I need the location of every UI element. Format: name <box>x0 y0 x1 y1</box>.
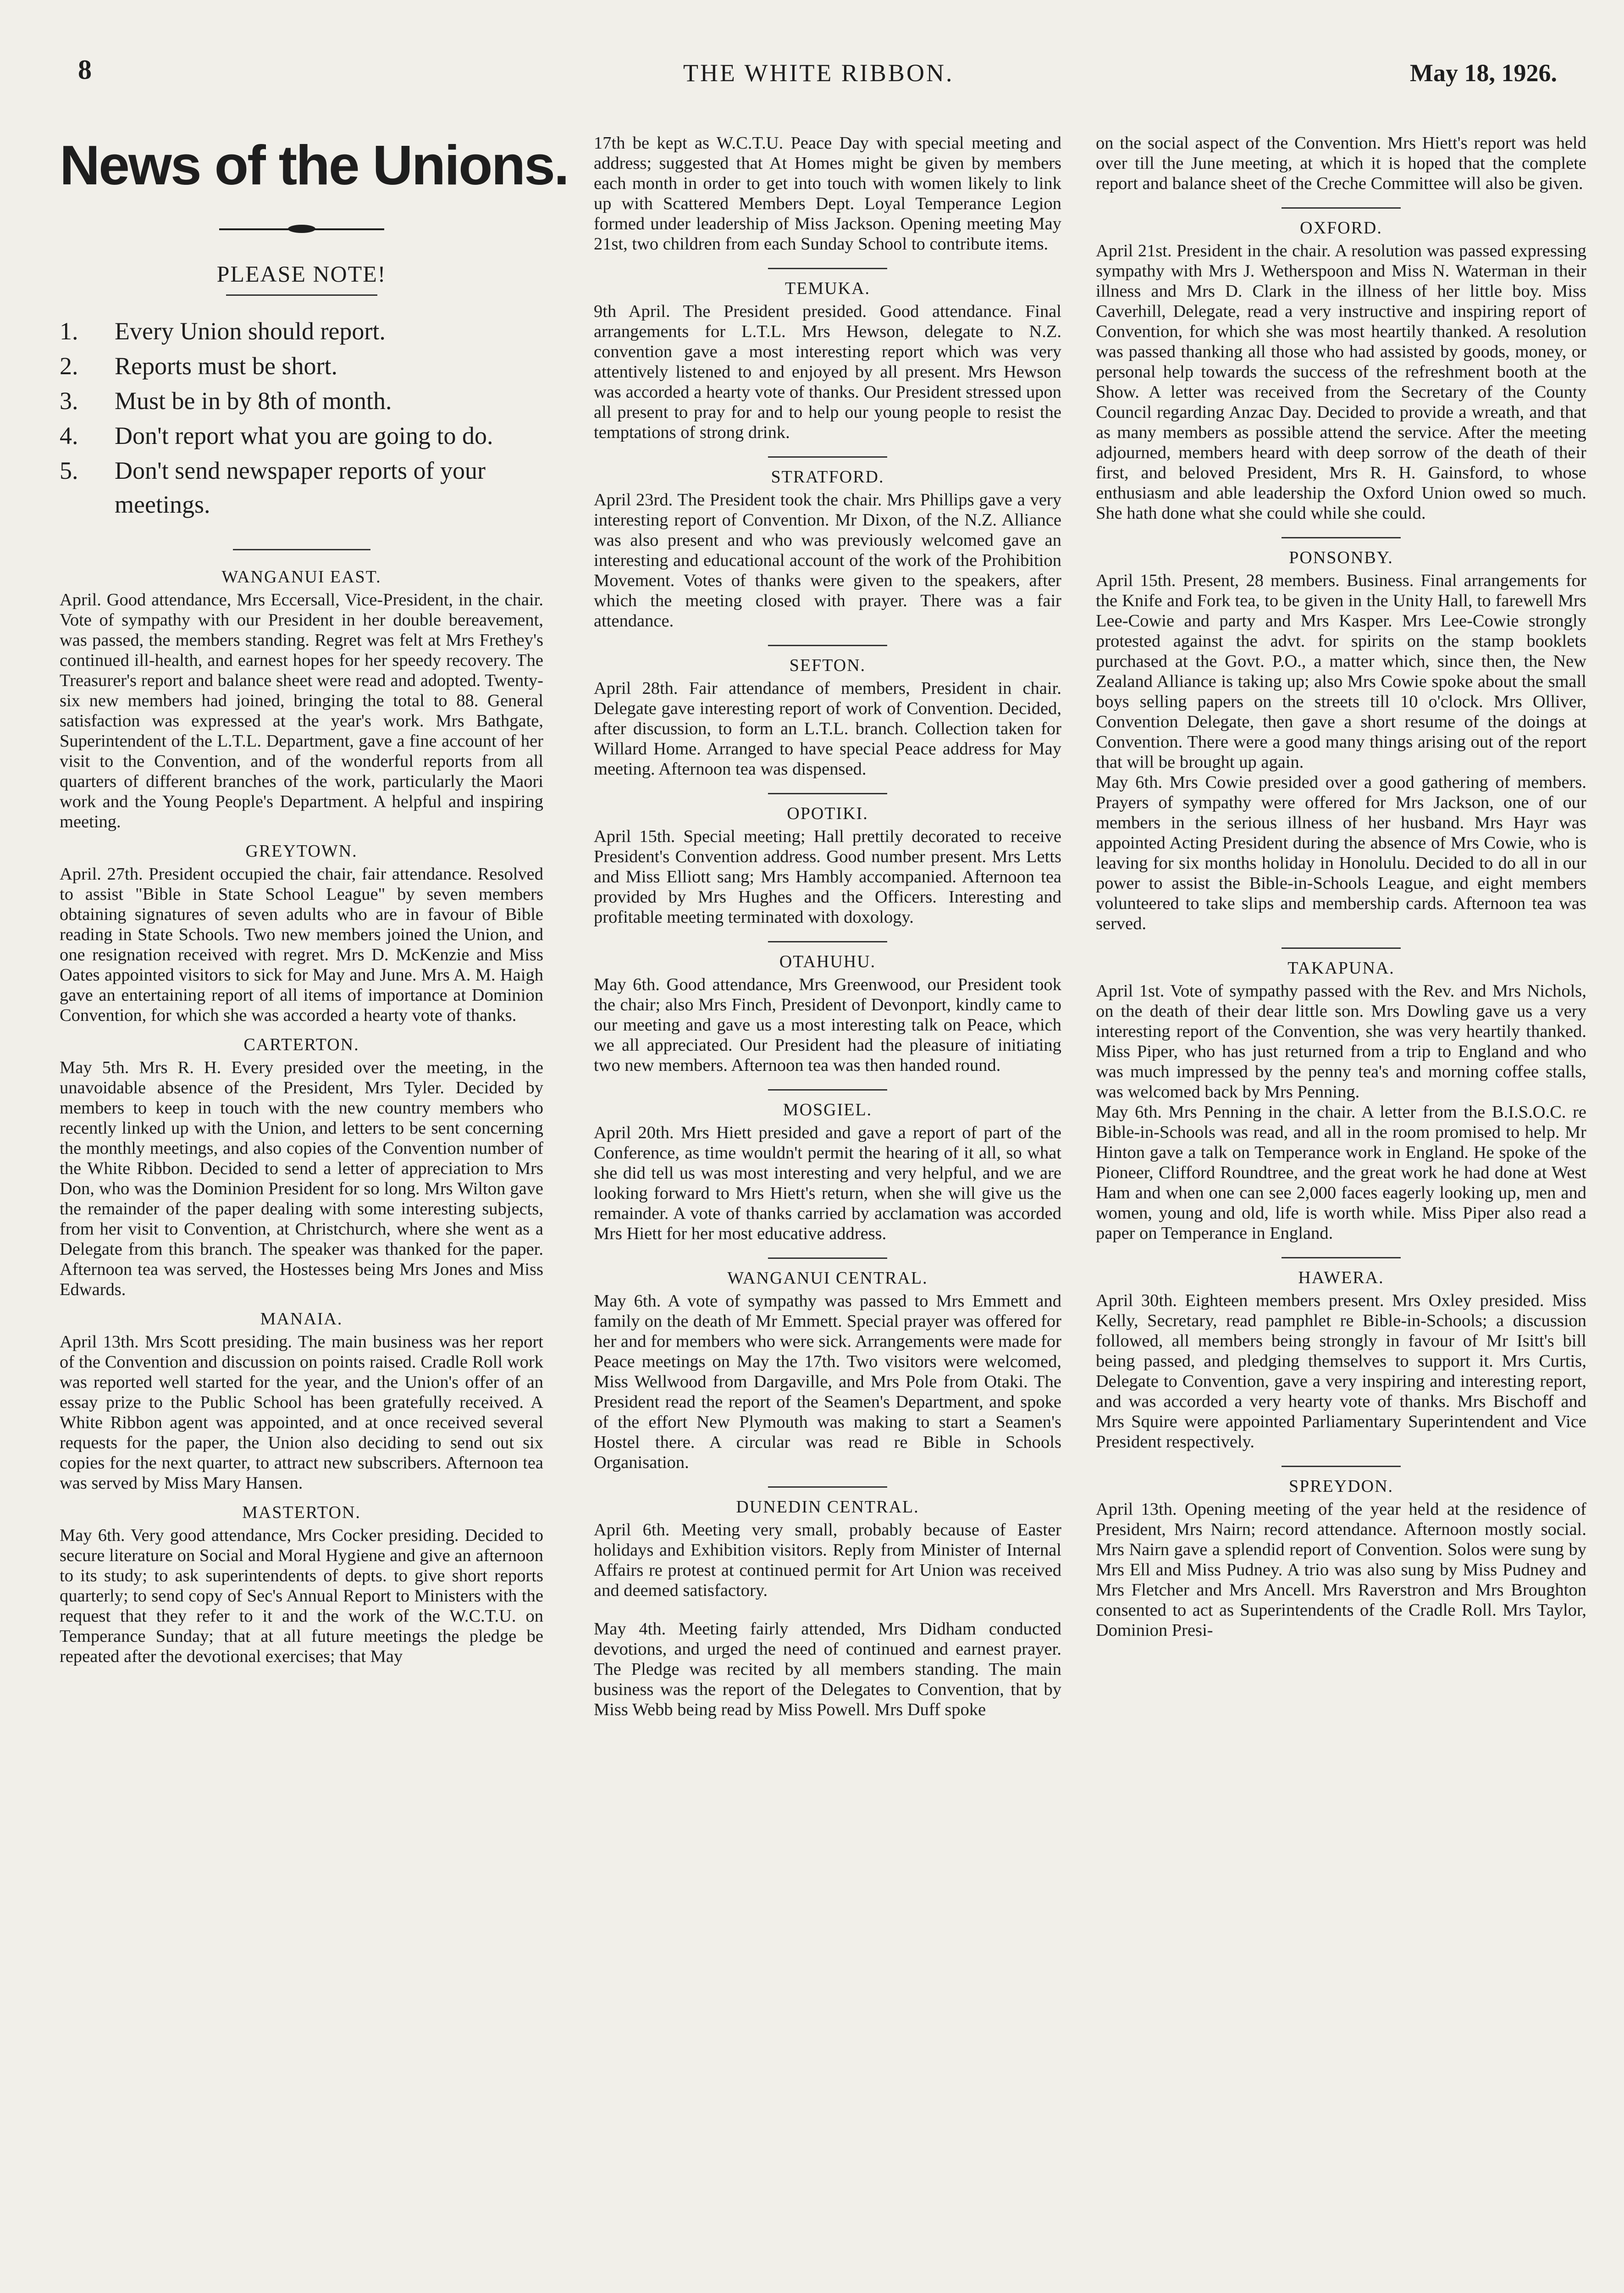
report-heading: MASTERTON. <box>242 1503 361 1522</box>
report-body: April 1st. Vote of sympathy passed with the Rev. and Mrs Nichols, on the death of their dear little son. Mrs Dowling gave us a very interesting report of the Convention, she was very heartily thanked. Miss Piper, who has just returned from a trip to England and who was much impressed by the penny tea's and morning coffee stalls, was welcomed back by Mrs Penning. May 6th. Mrs Penning in the chair. A letter from the B.I.S.O.C. re Bible-in-Schools was read, and all in the room promised to help. Mr Hinton gave a talk on Temperance work in England. He spoke of the Pioneer, Clifford Roundtree, and the great work he had done at West Ham and when one can see 2,000 faces eagerly looking up, men and women, young and old, life is worth while. Miss Piper also read a paper on Temperance in England. <box>1096 981 1586 1243</box>
publication-name: THE WHITE RIBBON. <box>683 59 954 87</box>
report-body: on the social aspect of the Convention. Mrs Hiett's report was held over till the June meeting, at which it is hoped that the complete report and balance sheet of the Creche Committee will also be given. <box>1096 133 1586 193</box>
report-otahuhu <box>594 941 1061 1075</box>
report-heading: OXFORD. <box>1300 218 1382 238</box>
report-body: April. Good attendance, Mrs Eccersall, Vice-President, in the chair. Vote of sympathy with our President in her double bereavement, was passed, the members standing. Regret was felt at Mrs Frethey's continued ill-health, and earnest hopes for her speedy recovery. The Treasurer's report and balance sheet were read and adopted. Twenty-six new members had joined, bringing the total to 88. General satisfaction was expressed at the year's work. Mrs Bathgate, Superintendent of the L.T.L. Department, gave a fine account of her visit to the Convention, and of the wonderful reports from all quarters of different branches of the work, particularly the Maori work and the Young People's Department. A helpful and inspiring meeting. <box>60 590 543 831</box>
report-oxford <box>1096 207 1586 523</box>
report-heading: STRATFORD. <box>771 467 884 487</box>
report-heading: MANAIA. <box>260 1309 343 1329</box>
report-stratford <box>594 456 1061 631</box>
page-number: 8 <box>78 55 92 85</box>
report-heading: OPOTIKI. <box>787 804 868 823</box>
report-body: April 6th. Meeting very small, probably because of Easter holidays and Exhibition visitors. Reply from Minister of Internal Affairs re protest at continued permit for Art Union was received and deemed satisfactory. <box>594 1520 1061 1600</box>
report-continued <box>594 133 1061 254</box>
report-heading: DUNEDIN CENTRAL. <box>736 1497 919 1517</box>
report-heading: TAKAPUNA. <box>1287 958 1395 978</box>
report-heading: GREYTOWN. <box>245 842 358 861</box>
section-separator <box>233 549 370 550</box>
section-separator <box>768 1257 887 1259</box>
report-greytown <box>60 841 543 1025</box>
ornament-divider <box>219 225 384 233</box>
report-opotiki <box>594 793 1061 927</box>
report-body: April 20th. Mrs Hiett presided and gave a report of part of the Conference, as time wouldn't permit the hearing of it all, so what she did tell us was most interesting and very helpful, and we are looking forward to Mrs Hiett's return, when she will give us the remainder. A vote of thanks carried by acclamation was accorded Mrs Hiett for her most educative address. <box>594 1123 1061 1243</box>
report-spreydon <box>1096 1466 1586 1640</box>
report-masterton <box>60 1502 543 1667</box>
report-body: May 6th. Good attendance, Mrs Greenwood, our President took the chair; also Mrs Finch, President of Devonport, kindly came to our meeting and gave us a most interesting talk on Peace, which we all appreciated. Our President had the pleasure of initiating two new members. Afternoon tea was then handed round. <box>594 975 1061 1075</box>
notice-list <box>60 314 543 521</box>
report-temuka <box>594 268 1061 443</box>
report-body: May 5th. Mrs R. H. Every presided over the meeting, in the unavoidable absence of the President, Mrs Tyler. Decided by members to keep in touch with the new country members who recently linked up with the Union, and letters to be sent concerning the monthly meetings, and also copies of the Convention number of the White Ribbon. Decided to send a letter of appreciation to Mrs Don, who was the Dominion President for so long. Mrs Wilton gave the remainder of the paper dealing with some interesting subjects, from her visit to Convention, at Christchurch, where she went as a Delegate from this branch. The speaker was thanked for the paper. Afternoon tea was served, the Hostesses being Mrs Jones and Miss Edwards. <box>60 1058 543 1299</box>
report-body: May 6th. A vote of sympathy was passed to Mrs Emmett and family on the death of Mr Emmett. Special prayer was offered for her and for members who were sick. Arrangements were made for Peace meetings on May the 17th. Two visitors were welcomed, Miss Wellwood from Dargaville, and Mrs Pole from Otaki. The President read the report of the Seamen's Department, and spoke of the effort New Plymouth was making to start a Seamen's Hostel there. A circular was read re Bible in Schools Organisation. <box>594 1291 1061 1472</box>
report-continued <box>1096 133 1586 194</box>
report-heading: TEMUKA. <box>784 279 871 298</box>
section-separator <box>768 268 887 269</box>
notice-item <box>60 454 543 521</box>
section-separator <box>768 1089 887 1091</box>
notice-item <box>60 419 543 453</box>
column-1 <box>60 133 568 1667</box>
column-2 <box>594 133 1061 1720</box>
notice-item <box>60 314 543 348</box>
section-separator <box>768 1486 887 1488</box>
notice-item-number: 5. <box>60 457 78 484</box>
section-separator <box>1282 207 1401 209</box>
report-heading: MOSGIEL. <box>783 1100 873 1119</box>
section-separator <box>768 456 887 458</box>
report-body: April 30th. Eighteen members present. Mrs Oxley presided. Miss Kelly, Secretary, read pamphlet re Bible-in-Schools; a discussion followed, all members being strongly in favour of Mr Isitt's bill being passed, and pledging themselves to support it. Mrs Curtis, Delegate to Convention, gave a very inspiring and interesting report, and was accorded a very hearty vote of thanks. Mrs Bischoff and Mrs Squire were appointed Parliamentary Superintendent and Vice President respectively. <box>1096 1291 1586 1451</box>
report-continued <box>594 1601 1061 1720</box>
notice-item-text: Don't report what you are going to do. <box>115 422 493 449</box>
report-dunedin-central <box>594 1486 1061 1601</box>
notice-heading: PLEASE NOTE! <box>216 261 387 287</box>
notice-item-text: Every Union should report. <box>115 317 386 345</box>
section-separator <box>768 941 887 942</box>
paragraph-gap <box>594 1601 1061 1619</box>
section-separator <box>1282 1466 1401 1467</box>
report-body: April 21st. President in the chair. A resolution was passed expressing sympathy with Mrs J. Wetherspoon and Miss N. Waterman in their illness and Mrs D. Clark in the illness of her little boy. Miss Caverhill, Delegate, read a very instructive and inspiring report of Convention, for which she was most heartily thanked. A resolution was passed thanking all those who had assisted by goods, money, or personal help towards the success of the refreshment booth at the Show. A letter was received from the Secretary of the County Council regarding Anzac Day. Decided to provide a wreath, and that as many members as possible attend the service. After the meeting adjourned, members heard with deep sorrow of the death of their first, and beloved President, Mrs R. H. Gainsford, to whose enthusiasm and able leadership the Oxford Union owed so much. She hath done what she could while she could. <box>1096 241 1586 523</box>
report-body: 17th be kept as W.C.T.U. Peace Day with special meeting and address; suggested that At Homes might be given by members each month in order to get into touch with women likely to link up with Scattered Members Dept. Loyal Temperance Legion formed under leadership of Miss Jackson. Opening meeting May 21st, two children from each Sunday School to contribute items. <box>594 133 1061 254</box>
report-body: 9th April. The President presided. Good attendance. Final arrangements for L.T.L. Mrs Hewson, delegate to N.Z. convention gave a most interesting report which was very attentively listened to and enjoyed by all present. Mrs Hewson was accorded a hearty vote of thanks. Our President stressed upon all present to pray for and to help our young people to resist the temptations of strong drink. <box>594 302 1061 442</box>
section-separator <box>768 793 887 794</box>
report-body: May 6th. Very good attendance, Mrs Cocker presiding. Decided to secure literature on Social and Moral Hygiene and give an afternoon to its study; to ask superintendents of depts. to give short reports quarterly; to send copy of Sec's Annual Report to Ministers with the request that they refer to it and the work of the W.C.T.U. on Temperance Sunday; that at all future meetings the pledge be repeated after the devotional exercises; that May <box>60 1526 543 1666</box>
report-heading: SPREYDON. <box>1288 1477 1394 1496</box>
report-hawera <box>1096 1257 1586 1452</box>
column-3 <box>1096 133 1586 1640</box>
issue-date: May 18, 1926. <box>1410 59 1557 87</box>
report-heading: SEFTON. <box>789 656 866 675</box>
section-separator <box>1282 947 1401 949</box>
report-body: April 23rd. The President took the chair. Mrs Phillips gave a very interesting report of Convention. Mr Dixon, of the N.Z. Alliance was also present and who was previously welcomed gave an interesting and educational account of the work of the Prohibition Movement. Votes of thanks were given to the speakers, after which the meeting closed with prayer. There was a fair attendance. <box>594 490 1061 631</box>
report-takapuna <box>1096 947 1586 1243</box>
notice-item-number: 3. <box>60 387 78 415</box>
report-wanganui-central <box>594 1257 1061 1473</box>
report-wanganui-east <box>60 567 543 832</box>
report-heading: PONSONBY. <box>1289 548 1393 567</box>
report-manaia <box>60 1309 543 1493</box>
report-body: April 28th. Fair attendance of members, President in chair. Delegate gave interesting report of work of Convention. Decided, after discussion, to form an L.T.L. branch. Collection taken for Willard Home. Arranged to have special Peace address for May meeting. Afternoon tea was dispensed. <box>594 679 1061 779</box>
report-heading: WANGANUI EAST. <box>221 567 381 587</box>
section-separator <box>1282 537 1401 538</box>
report-ponsonby <box>1096 537 1586 934</box>
report-body: April 15th. Present, 28 members. Business. Final arrangements for the Knife and Fork tea, to be given in the Unity Hall, to farewell Mrs Lee-Cowie and party and Mrs Kasper. Mrs Lee-Cowie strongly protested against the advt. for spirits on the stamp booklets purchased at the Govt. P.O., a matter which, since then, the New Zealand Alliance is taking up; also Mrs Cowie spoke about the small boys selling papers on the streets till 10 o'clock. Mrs Olliver, Convention Delegate, then gave a short resume of the doings at Convention. There were a good many things arising out of the report that will be brought up again. May 6th. Mrs Cowie presided over a good gathering of members. Prayers of sympathy were offered for Mrs Jackson, one of our members in the serious illness of her husband. Mrs Hayr was appointed Acting President during the absence of Mrs Cowie, who is leaving for six months holiday in Honolulu. Decided to do all in our power to assist the Bible-in-Schools League, and eight members volunteered to take slips and membership cards. Afternoon tea was served. <box>1096 571 1586 933</box>
report-heading: HAWERA. <box>1298 1268 1384 1287</box>
report-sefton <box>594 645 1061 779</box>
report-heading: OTAHUHU. <box>779 952 876 971</box>
notice-item-number: 1. <box>60 317 78 345</box>
report-mosgiel <box>594 1089 1061 1244</box>
notice-item-text: Reports must be short. <box>115 352 337 380</box>
notice-item <box>60 349 543 383</box>
section-separator <box>768 645 887 646</box>
notice-item-number: 4. <box>60 422 78 449</box>
notice-item-text: Don't send newspaper reports of your meetings. <box>115 457 486 518</box>
notice-item-number: 2. <box>60 352 78 380</box>
notice-item <box>60 384 543 418</box>
report-body: April 15th. Special meeting; Hall prettily decorated to receive President's Convention address. Good number present. Mrs Letts and Miss Elliott sang; Mrs Hambly accompanied. Afternoon tea provided by Mrs Hughes and the Officers. Interesting and profitable meeting terminated with doxology. <box>594 827 1061 927</box>
report-body: April 13th. Mrs Scott presiding. The main business was her report of the Convention and discussion on points raised. Cradle Roll work was reported well started for the year, and the Union's offer of an essay prize to the Public School has been gratefully received. A White Ribbon agent was appointed, and at once received several requests for the paper, the Union also deciding to send out six copies for the next quarter, to attract new subscribers. Afternoon tea was served by Miss Mary Hansen. <box>60 1332 543 1493</box>
report-body: April 13th. Opening meeting of the year held at the residence of President, Mrs Nairn; record attendance. Afternoon mostly social. Mrs Nairn gave a splendid report of Convention. Solos were sung by Mrs Ell and Miss Pudney. A trio was also sung by Miss Pudney and Mrs Fletcher and Mrs Ancell. Mrs Raverstron and Mrs Broughton consented to act as Superintendents of the Cradle Roll. Mrs Taylor, Dominion Presi- <box>1096 1500 1586 1640</box>
section-separator <box>1282 1257 1401 1258</box>
page-title: News of the Unions. <box>60 134 568 196</box>
report-carterton <box>60 1035 543 1300</box>
report-body: May 4th. Meeting fairly attended, Mrs Didham conducted devotions, and urged the need of continued and earnest prayer. The Pledge was recited by all members standing. The main business was the report of the Delegates to Convention, that by Miss Webb being read by Miss Powell. Mrs Duff spoke <box>594 1619 1061 1719</box>
report-body: April. 27th. President occupied the chair, fair attendance. Resolved to assist "Bible in State School League" by seven members obtaining signatures of seven adults who are in favour of Bible reading in State Schools. Two new members joined the Union, and one resignation received with regret. Mrs D. McKenzie and Miss Oates appointed visitors to sick for May and June. Mrs A. M. Haigh gave an entertaining report of all items of importance at Dominion Convention, for which she was accorded a hearty vote of thanks. <box>60 864 543 1025</box>
report-heading: WANGANUI CENTRAL. <box>727 1268 928 1288</box>
notice-rule <box>226 294 377 296</box>
report-heading: CARTERTON. <box>243 1035 359 1054</box>
notice-item-text: Must be in by 8th of month. <box>115 387 392 415</box>
